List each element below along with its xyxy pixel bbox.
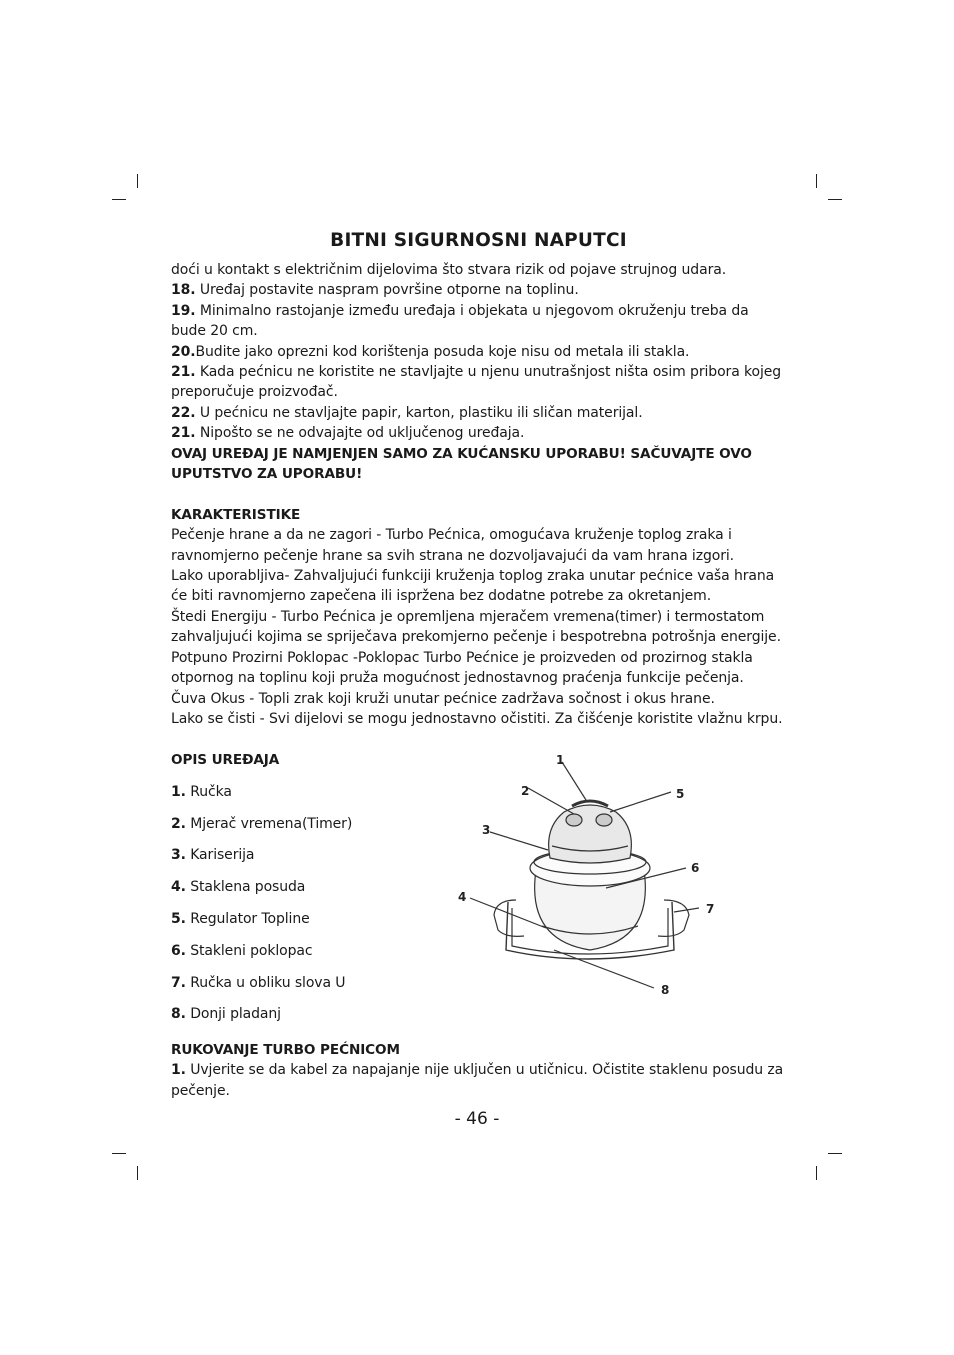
part-number: 4. <box>171 879 186 896</box>
part-number: 2. <box>171 815 186 832</box>
safety-item-text: U pećnicu ne stavljajte papir, karton, plastiku ili sličan materijal. <box>195 404 643 421</box>
household-use-warning: OVAJ UREĐAJ JE NAMJENJEN SAMO ZA KUĆANSKU UPORABU! SAČUVAJTE OVO UPUTSTVO ZA UPORABU! <box>171 445 752 483</box>
feature-paragraph: Pečenje hrane a da ne zagori - Turbo Pećnica, omogućava kruženje toplog zraka i ravnomjerno pečenje hrane sa svih strana ne dozvoljavajući da vam hrana izgori. <box>171 527 734 564</box>
crop-mark-top-right-h <box>828 199 842 200</box>
safety-item <box>171 423 786 443</box>
safety-item-number: 21. <box>171 425 196 442</box>
feature-paragraph: Lako uporabljiva- Zahvaljujući funkciji kruženja toplog zraka unutar pećnice vaša hrana će biti ravnomjerno zapečena ili ispržena bez dodatne potrebe za okretanjem. <box>171 568 775 605</box>
safety-item-number: 20. <box>171 343 196 360</box>
safety-item <box>171 342 786 362</box>
part-label: Staklena posuda <box>185 879 306 896</box>
diagram-label: 3 <box>482 822 491 837</box>
timer-dial-shape <box>566 814 582 826</box>
diagram-label: 4 <box>458 889 467 904</box>
safety-item-text: Uređaj postavite naspram površine otporne na toplinu. <box>195 282 579 299</box>
safety-item-text: Nipošto se ne odvajajte od uključenog uređaja. <box>195 425 525 442</box>
feature-paragraph: Štedi Energiju - Turbo Pećnica je opremljena mjeračem vremena(timer) i termostatom zahvaljujući kojima se spriječava prekomjerno pečenje i bespotrebna potrošnja energije. <box>171 608 781 646</box>
feature-paragraph: Potpuno Prozirni Poklopac -Poklopac Turbo Pećnice je proizveden od prozirnog stakla otpornog na toplinu koji pruža mogućnost jednostavnog praćenja funkcije pečenja. <box>171 649 753 687</box>
diagram-label: 1 <box>556 752 565 767</box>
crop-mark-bottom-right-v <box>816 1166 817 1180</box>
part-item <box>171 877 451 909</box>
part-item <box>171 1004 451 1036</box>
safety-item-text: Kada pećnicu ne koristite ne stavljajte u njenu unutrašnjost ništa osim pribora kojeg preporučuje proizvođač. <box>171 364 782 401</box>
safety-item-text: Budite jako oprezni kod korištenja posuda koje nisu od metala ili stakla. <box>195 343 690 360</box>
part-item <box>171 909 451 941</box>
safety-item-text: Minimalno rastojanje između uređaja i objekata u njegovom okruženju treba da bude 20 cm. <box>171 302 749 340</box>
diagram-label: 7 <box>706 901 715 916</box>
parts-list <box>171 750 451 1036</box>
operation-item-text: Uvjerite se da kabel za napajanje nije uključen u utičnicu. Očistite staklenu posudu za pečenje. <box>171 1062 784 1099</box>
part-number: 8. <box>171 1006 186 1023</box>
turbo-oven-diagram <box>446 750 746 1000</box>
part-label: Stakleni poklopac <box>185 942 313 959</box>
safety-intro-line: doći u kontakt s električnim dijelovima što stvara rizik od pojave strujnog udara. <box>171 262 727 278</box>
part-number: 3. <box>171 847 186 864</box>
part-label: Donji pladanj <box>185 1006 281 1023</box>
part-number: 7. <box>171 974 186 991</box>
part-item <box>171 814 451 846</box>
safety-item <box>171 403 786 423</box>
part-label: Ručka <box>185 783 232 800</box>
diagram-label: 5 <box>676 786 685 801</box>
operation-heading: RUKOVANJE TURBO PEĆNICOM <box>171 1041 400 1058</box>
operation-item-number: 1. <box>171 1062 186 1079</box>
u-handle-left-shape <box>494 900 524 936</box>
diagram-label: 2 <box>521 783 530 798</box>
safety-item-number: 18. <box>171 282 196 299</box>
safety-item-number: 19. <box>171 302 196 319</box>
part-item <box>171 941 451 973</box>
feature-paragraph: Lako se čisti - Svi dijelovi se mogu jednostavno očistiti. Za čišćenje koristite vlažnu krpu. <box>171 710 783 727</box>
diagram-label: 8 <box>661 982 670 997</box>
part-number: 1. <box>171 783 186 800</box>
crop-mark-bottom-right-h <box>828 1153 842 1154</box>
features-heading: KARAKTERISTIKE <box>171 506 301 523</box>
part-item <box>171 782 451 814</box>
crop-mark-bottom-left-v <box>137 1166 138 1180</box>
part-label: Mjerač vremena(Timer) <box>185 815 353 832</box>
part-number: 6. <box>171 942 186 959</box>
page-title: BITNI SIGURNOSNI NAPUTCI <box>330 230 627 251</box>
description-heading: OPIS UREĐAJA <box>171 751 280 768</box>
safety-item <box>171 280 786 300</box>
safety-item <box>171 362 786 403</box>
diagram-label: 6 <box>691 860 700 875</box>
device-description-section <box>171 750 786 1040</box>
part-item <box>171 973 451 1005</box>
part-label: Kariserija <box>185 847 255 864</box>
crop-mark-top-left-v <box>137 174 138 188</box>
page-content <box>171 228 786 1101</box>
crop-mark-top-right-v <box>816 174 817 188</box>
part-number: 5. <box>171 910 186 927</box>
safety-item <box>171 301 786 342</box>
part-item <box>171 845 451 877</box>
part-label: Regulator Topline <box>185 910 310 927</box>
part-label: Ručka u obliku slova U <box>185 974 346 991</box>
safety-item-number: 22. <box>171 404 196 421</box>
operation-item <box>171 1060 786 1101</box>
temperature-dial-shape <box>596 814 612 826</box>
crop-mark-bottom-left-h <box>112 1153 126 1154</box>
oven-head-shape <box>549 805 632 863</box>
crop-mark-top-left-h <box>112 199 126 200</box>
safety-item-number: 21. <box>171 364 196 381</box>
feature-paragraph: Čuva Okus - Topli zrak koji kruži unutar pećnice zadržava sočnost i okus hrane. <box>171 690 715 707</box>
page-number: - 46 - <box>454 1109 500 1129</box>
